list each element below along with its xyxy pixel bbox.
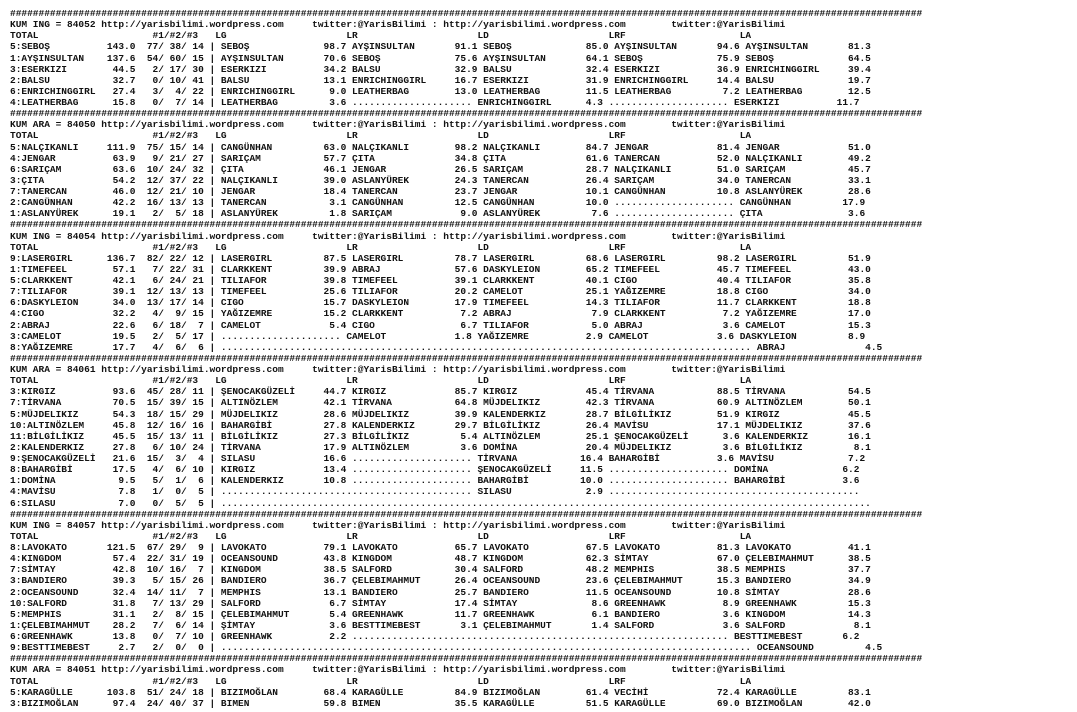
- text-line: 9:ŞENOCAKGÜZELİ 21.6 15/ 3/ 4 | SILASU 16.6 ..................... TİRVANA 16.4 BAHARGİBİ 3.6 MAVİSU 7.2: [10, 453, 866, 464]
- text-line: KUM ING = 84054 http://yarisbilimi.wordpress.com twitter:@YarisBilimi : http://yarisbilimi.wordpress.com twitter:@YarisBilimi: [10, 230, 786, 242]
- text-line: 10:SALFORD 31.8 7/ 13/ 29 | SALFORD 6.7 SİMTAY 17.4 SİMTAY 8.6 GREENHAWK 8.9 GREENHAWK 15.3: [10, 597, 871, 609]
- text-line: 9:BESTTIMEBEST 2.7 2/ 0/ 0 | ............................................................................................. OCEANSOUND 4.5: [10, 642, 883, 654]
- text-line: 6:ENRICHINGGIRL 27.4 3/ 4/ 22 | ENRICHINGGIRL 9.0 LEATHERBAG 13.0 LEATHERBAG 11.5 LEATHERBAG 7.2 LEATHERBAG 12.5: [10, 85, 871, 97]
- text-line: 5:CLARKKENT 42.1 6/ 24/ 21 | TILIAFOR 39.8 TIMEFEEL 39.1 CLARKKENT 40.1 CIGO 40.4 TILIAFOR 35.8: [10, 275, 871, 286]
- text-line: 3:ESERKIZI 44.5 2/ 17/ 30 | ESERKIZI 34.2 BALSU 32.9 BALSU 32.4 ESERKIZI 36.9 ENRICHINGGIRL 39.4: [10, 63, 871, 75]
- race-stats-sheet: [10, 8, 1070, 709]
- text-line: TOTAL #1/#2/#3 LG LR LD LRF LA: [10, 375, 752, 387]
- text-line: 4:LEATHERBAG 15.8 0/ 7/ 14 | LEATHERBAG 3.6 ..................... ENRICHINGGIRL 4.3 ..................... ESERKIZI 11.7: [10, 97, 860, 108]
- text-line: 7:TANERCAN 46.0 12/ 21/ 10 | JENGAR 18.4 TANERCAN 23.7 JENGAR 10.1 CANGÜNHAN 10.8 ASLANYÜREK 28.6: [10, 186, 871, 197]
- text-line: 6:GREENHAWK 13.8 0/ 7/ 10 | GREENHAWK 2.2 .................................................................. BESTTIMEBEST 6.2: [10, 631, 860, 642]
- text-line: 4:CIGO 32.2 4/ 9/ 15 | YAĞIZEMRE 15.2 CLARKKENT 7.2 ABRAJ 7.9 CLARKKENT 7.2 YAĞIZEMRE 17.0: [10, 308, 871, 320]
- text-line: TOTAL #1/#2/#3 LG LR LD LRF LA: [10, 130, 752, 142]
- text-line: TOTAL #1/#2/#3 LG LR LD LRF LA: [10, 530, 752, 542]
- text-line: 6:SILASU 7.0 0/ 5/ 5 | ..................................................................................................................: [10, 497, 871, 509]
- text-line: 11:BİLGİLİKIZ 45.5 15/ 13/ 11 | BİLGİLİKIZ 27.3 BİLGİLİKIZ 5.4 ALTINÖZLEM 25.1 ŞENOCAKGÜZELİ 3.6 KALENDERKIZ 16.1: [10, 430, 871, 442]
- text-line: 2:ABRAJ 22.6 6/ 18/ 7 | CAMELOT 5.4 CIGO 6.7 TILIAFOR 5.0 ABRAJ 3.6 CAMELOT 15.3: [10, 319, 871, 331]
- text-line: 3:BANDIERO 39.3 5/ 15/ 26 | BANDIERO 36.7 ÇELEBIMAHMUT 26.4 OCEANSOUND 23.6 ÇELEBIMAHMUT 15.3 BANDIERO 34.9: [10, 575, 871, 587]
- text-line: 2:KALENDERKIZ 27.8 6/ 10/ 24 | TİRVANA 17.9 ALTINÖZLEM 3.6 DOMİNA 20.4 MÜJDELIKIZ 3.6 BİLGİLİKIZ 8.1: [10, 441, 871, 453]
- text-line: 7:SİMTAY 42.8 10/ 16/ 7 | KINGDOM 38.5 SALFORD 30.4 SALFORD 48.2 MEMPHIS 38.5 MEMPHIS 37.7: [10, 564, 871, 576]
- text-line: 5:NALÇIKANLI 111.9 75/ 15/ 14 | CANGÜNHAN 63.0 NALÇIKANLI 98.2 NALÇIKANLI 84.7 JENGAR 81.4 JENGAR 51.0: [10, 141, 871, 153]
- text-line: 10:ALTINÖZLEM 45.8 12/ 16/ 16 | BAHARGİBİ 27.8 KALENDERKIZ 29.7 BİLGİLİKIZ 26.4 MAVİSU 17.1 MÜJDELIKIZ 37.6: [10, 419, 871, 431]
- text-line: 2:CANGÜNHAN 42.2 16/ 13/ 13 | TANERCAN 3.1 CANGÜNHAN 12.5 CANGÜNHAN 10.0 ..................... CANGÜNHAN 17.9: [10, 197, 866, 209]
- text-line: 1:ASLANYÜREK 19.1 2/ 5/ 18 | ASLANYÜREK 1.8 SARIÇAM 9.0 ASLANYÜREK 7.6 ..................... ÇITA 3.6: [10, 208, 866, 220]
- text-line: 4:JENGAR 63.9 9/ 21/ 27 | SARIÇAM 57.7 ÇITA 34.8 ÇITA 61.6 TANERCAN 52.0 NALÇIKANLI 49.2: [10, 152, 871, 164]
- text-line: 3:KIRGIZ 93.6 45/ 28/ 11 | ŞENOCAKGÜZELİ 44.7 KIRGIZ 85.7 KIRGIZ 45.4 TİRVANA 88.5 TİRVANA 54.5: [10, 386, 871, 398]
- text-line: 9:LASERGIRL 136.7 82/ 22/ 12 | LASERGIRL 87.5 LASERGIRL 78.7 LASERGIRL 68.6 LASERGIRL 98.2 LASERGIRL 51.9: [10, 252, 871, 264]
- text-line: 3:CAMELOT 19.5 2/ 5/ 17 | ..................... CAMELOT 1.8 YAĞIZEMRE 2.9 CAMELOT 3.6 DASKYLEION 8.9: [10, 330, 866, 342]
- separator-line: ################################################################################################################################################################: [10, 508, 923, 520]
- text-line: TOTAL #1/#2/#3 LG LR LD LRF LA: [10, 241, 752, 253]
- text-line: 3:ÇITA 54.2 12/ 37/ 22 | NALÇIKANLI 39.0 ASLANYÜREK 24.3 TANERCAN 26.4 SARIÇAM 34.0 TANERCAN 33.1: [10, 174, 871, 186]
- text-line: 5:KARAGÜLLE 103.8 51/ 24/ 18 | BIZIMOĞLAN 68.4 KARAGÜLLE 84.9 BIZIMOĞLAN 61.4 VECİHİ 72.4 KARAGÜLLE 83.1: [10, 686, 871, 698]
- text-line: 1:AYŞINSULTAN 137.6 54/ 60/ 15 | AYŞINSULTAN 70.6 SEBOŞ 75.6 AYŞINSULTAN 64.1 SEBOŞ 75.9 SEBOŞ 64.5: [10, 52, 871, 64]
- text-line: 7:TİRVANA 70.5 15/ 39/ 15 | ALTINÖZLEM 42.1 TİRVANA 64.8 MÜJDELIKIZ 42.3 TİRVANA 60.9 ALTINÖZLEM 50.1: [10, 397, 871, 409]
- text-line: 2:OCEANSOUND 32.4 14/ 11/ 7 | MEMPHIS 13.1 BANDIERO 25.7 BANDIERO 11.5 OCEANSOUND 10.8 SİMTAY 28.6: [10, 586, 871, 598]
- text-line: 4:KINGDOM 57.4 22/ 31/ 19 | OCEANSOUND 43.8 KINGDOM 48.7 KINGDOM 62.3 SİMTAY 67.0 ÇELEBIMAHMUT 38.5: [10, 553, 871, 565]
- text-line: 8:BAHARGİBİ 17.5 4/ 6/ 10 | KIRGIZ 13.4 ..................... ŞENOCAKGÜZELİ 11.5 ..................... DOMİNA 6.2: [10, 464, 860, 476]
- text-line: KUM ING = 84057 http://yarisbilimi.wordpress.com twitter:@YarisBilimi : http://yarisbilimi.wordpress.com twitter:@YarisBilimi: [10, 519, 786, 531]
- text-line: 6:SARIÇAM 63.6 10/ 24/ 32 | ÇITA 46.1 JENGAR 26.5 SARIÇAM 28.7 NALÇIKANLI 51.0 SARIÇAM 45.7: [10, 163, 871, 175]
- text-line: 1:DOMİNA 9.5 5/ 1/ 6 | KALENDERKIZ 10.8 ..................... BAHARGİBİ 10.0 ..................... BAHARGİBİ 3.6: [10, 475, 860, 487]
- text-line: 6:DASKYLEION 34.0 13/ 17/ 14 | CIGO 15.7 DASKYLEION 17.9 TIMEFEEL 14.3 TILIAFOR 11.7 CLARKKENT 18.8: [10, 297, 871, 309]
- text-line: TOTAL #1/#2/#3 LG LR LD LRF LA: [10, 30, 752, 42]
- text-line: KUM ARA = 84051 http://yarisbilimi.wordpress.com twitter:@YarisBilimi : http://yarisbilimi.wordpress.com twitter:@YarisBilimi: [10, 664, 786, 676]
- text-line: TOTAL #1/#2/#3 LG LR LD LRF LA: [10, 675, 752, 687]
- separator-line: ################################################################################################################################################################: [10, 352, 923, 364]
- separator-line: ################################################################################################################################################################: [10, 108, 923, 120]
- separator-line: ################################################################################################################################################################: [10, 219, 923, 231]
- text-line: KUM ARA = 84050 http://yarisbilimi.wordpress.com twitter:@YarisBilimi : http://yarisbilimi.wordpress.com twitter:@YarisBilimi: [10, 119, 786, 131]
- text-line: 3:BIZIMOĞLAN 97.4 24/ 40/ 37 | BIMEN 59.8 BIMEN 35.5 KARAGÜLLE 51.5 KARAGÜLLE 69.0 BIZIMOĞLAN 42.0: [10, 697, 871, 709]
- text-line: KUM ARA = 84061 http://yarisbilimi.wordpress.com twitter:@YarisBilimi : http://yarisbilimi.wordpress.com twitter:@YarisBilimi: [10, 364, 786, 375]
- separator-line: ################################################################################################################################################################: [10, 653, 923, 665]
- text-line: 5:SEBOŞ 143.0 77/ 38/ 14 | SEBOŞ 98.7 AYŞINSULTAN 91.1 SEBOŞ 85.0 AYŞINSULTAN 94.6 AYŞINSULTAN 81.3: [10, 41, 871, 53]
- text-line: 4:MAVİSU 7.8 1/ 0/ 5 | ............................................ SILASU 2.9 ............................................: [10, 486, 860, 498]
- separator-line: ################################################################################################################################################################: [10, 8, 923, 19]
- text-line: 8:YAĞIZEMRE 17.7 4/ 6/ 6 | ............................................................................................. ABRAJ 4.5: [10, 341, 883, 353]
- text-line: 5:MEMPHIS 31.1 2/ 8/ 15 | ÇELEBIMAHMUT 5.4 GREENHAWK 11.7 GREENHAWK 6.1 BANDIERO 3.6 KINGDOM 14.3: [10, 608, 871, 620]
- text-line: 5:MÜJDELIKIZ 54.3 18/ 15/ 29 | MÜJDELIKIZ 28.6 MÜJDELIKIZ 39.9 KALENDERKIZ 28.7 BİLGİLİKIZ 51.9 KIRGIZ 45.5: [10, 408, 871, 420]
- text-line: 1:ÇELEBIMAHMUT 28.2 7/ 6/ 14 | ŞİMTAY 3.6 BESTTIMEBEST 3.1 ÇELEBIMAHMUT 1.4 SALFORD 3.6 SALFORD 8.1: [10, 619, 871, 631]
- text-line: 7:TILIAFOR 39.1 12/ 13/ 13 | TIMEFEEL 25.6 TILIAFOR 20.2 CAMELOT 25.1 YAĞIZEMRE 18.8 CIGO 34.0: [10, 286, 871, 298]
- text-line: 1:TIMEFEEL 57.1 7/ 22/ 31 | CLARKKENT 39.9 ABRAJ 57.6 DASKYLEION 65.2 TIMEFEEL 45.7 TIMEFEEL 43.0: [10, 263, 871, 275]
- text-line: 2:BALSU 32.7 0/ 10/ 41 | BALSU 13.1 ENRICHINGGIRL 16.7 ESERKIZI 31.9 ENRICHINGGIRL 14.4 BALSU 19.7: [10, 74, 871, 86]
- text-line: 8:LAVOKATO 121.5 67/ 29/ 9 | LAVOKATO 79.1 LAVOKATO 65.7 LAVOKATO 67.5 LAVOKATO 81.3 LAVOKATO 41.1: [10, 542, 871, 553]
- text-line: KUM ING = 84052 http://yarisbilimi.wordpress.com twitter:@YarisBilimi : http://yarisbilimi.wordpress.com twitter:@YarisBilimi: [10, 19, 786, 31]
